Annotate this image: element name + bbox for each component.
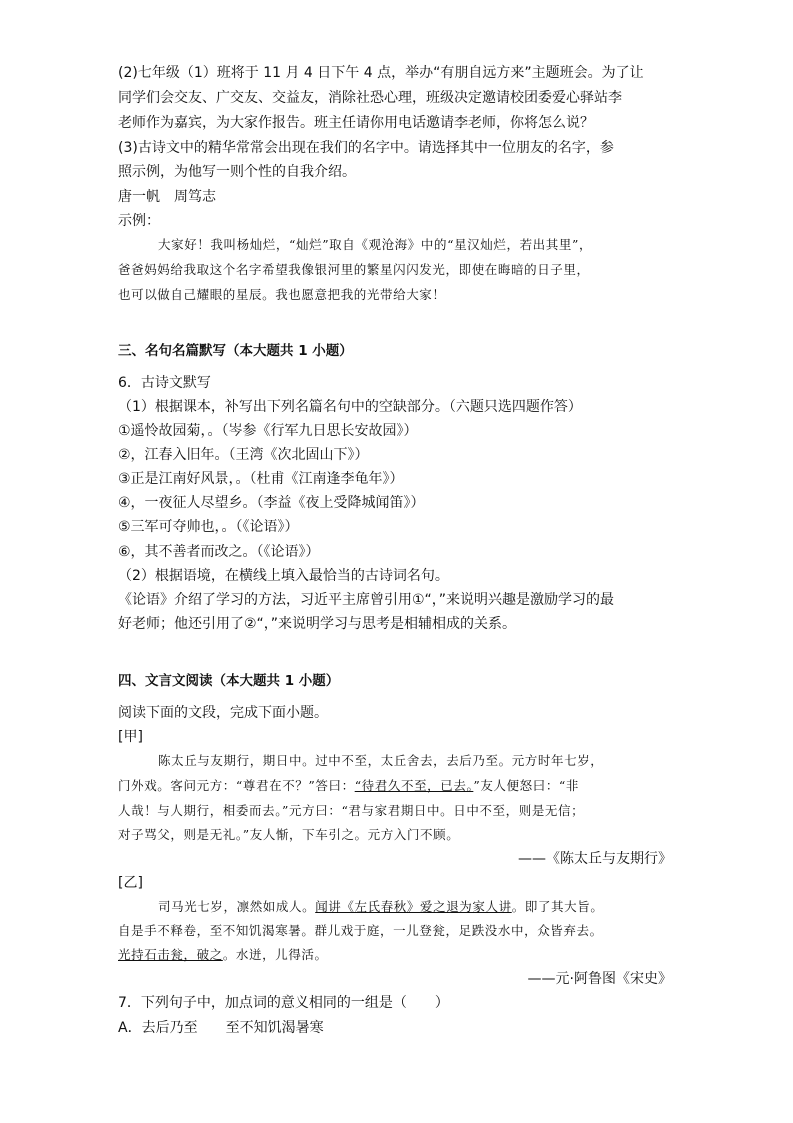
q6-item-2: ②，江春入旧年。（王湾《次北固山下》）: [118, 447, 369, 463]
passage-jia-line-4: 对子骂父，则是无礼。”友人惭，下车引之。元方入门不顾。: [118, 827, 460, 842]
passage-jia-label: [甲]: [118, 729, 143, 745]
section4-heading: 四、文言文阅读（本大题共 1 小题）: [118, 673, 340, 689]
q6-title: 6．古诗文默写: [118, 375, 211, 391]
passage-yi-line-3b: 。水迸，儿得活。: [222, 947, 328, 962]
passage-jia-source: ——《陈太丘与友期行》: [518, 851, 672, 867]
q3-example-label: 示例：: [118, 213, 160, 229]
q3-example-line-2: 爸爸妈妈给我取这个名字希望我像银河里的繁星闪闪发光，即使在晦暗的日子里，: [118, 262, 590, 277]
q3-example-line-3: 也可以做自己耀眼的星辰。我也愿意把我的光带给大家！: [118, 287, 446, 302]
q3-line-1: (3)古诗文中的精华常常会出现在我们的名字中。请选择其中一位朋友的名字，参: [118, 140, 614, 156]
q3-line-2: 照示例，为他写一则个性的自我介绍。: [118, 164, 356, 180]
passage-yi-line-1c: 。即了其大旨。: [511, 899, 604, 914]
section4-intro: 阅读下面的文段，完成下面小题。: [118, 705, 328, 721]
q6-item-6: ⑥，其不善者而改之。（《论语》）: [118, 544, 320, 560]
q6-context-line-2: 好老师；他还引用了②“，”来说明学习与思考是相辅相成的关系。: [118, 616, 517, 632]
q6-context-line-1: 《论语》介绍了学习的方法，习近平主席曾引用①“，”来说明兴趣是激励学习的最: [118, 592, 615, 608]
q6-item-5: ⑤三军可夺帅也，。（《论语》）: [118, 519, 299, 535]
q7-option-a: A．去后乃至 至不知饥渴暑寒: [118, 1020, 324, 1036]
passage-yi-line-3: [118, 946, 328, 964]
passage-jia-line-2a: 门外戏。客问元方：“尊君在不？”答曰：: [118, 778, 355, 793]
passage-yi-line-1: [158, 898, 603, 916]
passage-yi-underlined-2: 光持石击瓮，破之: [118, 947, 223, 962]
passage-jia-line-3: 人哉！与人期行，相委而去。”元方曰：“君与家君期日中。日中不至，则是无信；: [118, 803, 585, 818]
q2-line-1: (2)七年级（1）班将于 11 月 4 日下午 4 点，举办“有朋自远方来”主题班会。为了让: [118, 65, 644, 81]
passage-jia-line-2c: ”友人便怒曰：“非: [473, 778, 580, 793]
passage-jia-line-2: [118, 777, 579, 795]
q6-sub1: （1）根据课本，补写出下列名篇名句中的空缺部分。（六题只选四题作答）: [118, 399, 582, 415]
q2-line-2: 同学们会交友、广交友、交益友，消除社恐心理，班级决定邀请校团委爱心驿站李: [118, 90, 622, 106]
q6-sub2: （2）根据语境，在横线上填入最恰当的古诗词名句。: [118, 568, 449, 584]
section3-heading: 三、名句名篇默写（本大题共 1 小题）: [118, 343, 353, 359]
passage-jia-underlined-quote: “待君久不至，已去。: [354, 778, 474, 793]
passage-yi-line-1a: 司马光七岁，凛然如成人。: [158, 899, 316, 914]
q6-item-3: ③正是江南好风景，。（杜甫《江南逢李龟年》）: [118, 471, 404, 487]
q6-item-4: ④，一夜征人尽望乡。（李益《夜上受降城闻笛》）: [118, 495, 425, 511]
q6-item-1: ①遥怜故园菊，。（岑参《行军九日思长安故园》）: [118, 423, 418, 439]
passage-yi-source: ——元·阿鲁图《宋史》: [527, 971, 672, 987]
passage-jia-line-1: 陈太丘与友期行，期日中。过中不至，太丘舍去，去后乃至。元方时年七岁，: [158, 753, 604, 768]
passage-yi-underlined-1: 闻讲《左氏春秋》爱之退为家人讲: [315, 899, 512, 914]
q3-example-line-1: 大家好！我叫杨灿烂，“灿烂”取自《观沧海》中的“星汉灿烂，若出其里”，: [158, 237, 593, 252]
q7-title: 7．下列句子中，加点词的意义相同的一组是（ ）: [118, 995, 449, 1011]
q3-names: 唐一帆 周笃志: [118, 189, 216, 205]
q2-line-3: 老师作为嘉宾，为大家作报告。班主任请你用电话邀请李老师，你将怎么说？: [118, 115, 594, 131]
passage-yi-label: [乙]: [118, 875, 143, 891]
passage-yi-line-2: 自是手不释卷，至不知饥渴寒暑。群儿戏于庭，一儿登瓮，足跌没水中，众皆弃去。: [118, 923, 603, 938]
